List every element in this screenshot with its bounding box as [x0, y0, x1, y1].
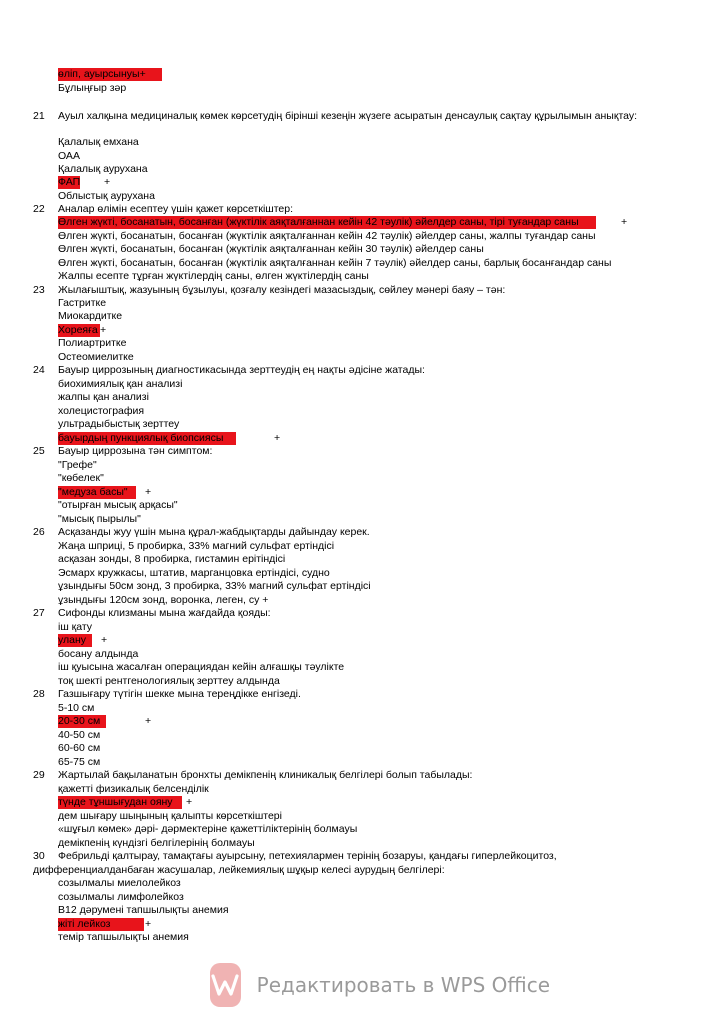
answer-text: "отырған мысық арқасы" [58, 499, 178, 511]
answer-text: ұзындығы 120см зонд, воронка, леген, су + [58, 594, 269, 606]
answer-text: іш қату [58, 621, 93, 633]
answer-text: Қалалық емхана [58, 136, 139, 148]
question-text: Ауыл халқына медициналық көмек көрсетудің бірінші кезеңін жүзеге асыратын денсаулық сақтау құрылымын анықтау: [58, 110, 638, 122]
answer-text: тоқ шекті рентгенологиялық зерттеу алдында [58, 675, 280, 687]
question-text: Жылағыштық, жазуының бұзылуы, қозғалу кезіндегі мазасыздық, сөйлеу мәнері баяу – тән: [58, 284, 506, 296]
answer-text: Гастритке [58, 297, 107, 309]
answer-text: Остеомиелитке [58, 351, 134, 363]
answer-text: "көбелек" [58, 472, 104, 484]
answer-text: Қалалық аурухана [58, 163, 148, 175]
question-text: Бауыр циррозына тән симптом: [58, 445, 213, 457]
question-number: 28 [33, 688, 45, 700]
correct-answer-text: улану [58, 634, 92, 647]
answer-text: іш қуысына жасалған операциядан кейін алғашқы тәулікте [58, 661, 345, 673]
answer-text: Эсмарх кружкасы, штатив, марганцовка ертіндісі, судно [58, 567, 330, 579]
correct-answer-text: өліп, ауырсынуы+ [58, 68, 162, 81]
question-number: 23 [33, 284, 45, 296]
answer-text: Жаңа шприці, 5 пробирка, 33% магний сульфат ертіндісі [58, 540, 335, 552]
question-text: Асқазанды жуу үшін мына құрал-жабдықтарды дайындау керек. [58, 526, 370, 538]
correct-mark: + [145, 486, 152, 498]
correct-answer-text: "медуза басы" [58, 486, 136, 499]
question-number: 29 [33, 769, 45, 781]
question-number: 27 [33, 607, 45, 619]
correct-mark: + [145, 918, 152, 930]
correct-mark: + [274, 432, 281, 444]
answer-text: Полиартритке [58, 337, 127, 349]
question-text: Жартылай бақыланатын бронхты демікпенің клиникалық белгілері болып табылады: [58, 769, 473, 781]
correct-answer-text: бауырдың пункциялық биопсиясы [58, 432, 236, 445]
correct-answer-text: жіті лейкоз [58, 918, 144, 931]
question-number: 21 [33, 110, 45, 122]
answer-text: 65-75 см [58, 756, 101, 768]
answer-text: жалпы қан анализі [58, 391, 149, 403]
answer-text: асқазан зонды, 8 пробирка, гистамин ерітіндісі [58, 553, 286, 565]
question-number: 30 [33, 850, 45, 862]
answer-text: Өлген жүкті, босанатын, босанған (жүктілік аяқталғаннан кейін 42 тәулік) әйелдер саны, жалпы туғандар саны [58, 230, 596, 242]
correct-mark: + [101, 634, 108, 646]
answer-text: "Грефе" [58, 459, 97, 471]
question-text: Сифонды клизманы мына жағдайда қояды: [58, 607, 271, 619]
question-number: 26 [33, 526, 45, 538]
answer-text: Миокардитке [58, 310, 123, 322]
answer-text: дем шығару шыңының қалыпты көрсеткіштері [58, 810, 282, 822]
answer-text: дифференциалданбаған жасушалар, лейкемиялық шұқыр келесі аурудың белгілері: [33, 864, 445, 876]
question-text: Фебрильді қалтырау, тамақтағы ауырсыну, петехиялармен терінің бозаруы, қандағы гиперлейкоцитоз, [58, 850, 557, 862]
answer-text: Жалпы есепте тұрған жүктілердің саны, өлген жүктілердің саны [58, 270, 369, 282]
question-text: Бауыр циррозының диагностикасында зерттеудің ең нақты әдісіне жатады: [58, 364, 425, 376]
question-number: 22 [33, 203, 45, 215]
wps-edit-banner[interactable] [210, 962, 550, 1008]
question-number: 24 [33, 364, 45, 376]
answer-text: ұзындығы 50см зонд, 3 пробирка, 33% магний сульфат ертіндісі [58, 580, 371, 592]
correct-mark: + [145, 715, 152, 727]
answer-text: Облыстық аурухана [58, 190, 155, 202]
correct-answer-text: Өлген жүкті, босанатын, босанған (жүктілік аяқталғаннан кейін 42 тәулік) әйелдер саны, тірі туғандар саны [58, 216, 596, 229]
correct-mark: + [104, 176, 111, 188]
answer-text: темір тапшылықты анемия [58, 931, 189, 943]
answer-text: "мысық пырылы" [58, 513, 141, 525]
correct-answer-text: ФАП [58, 176, 81, 188]
question-text: Газшығару түтігін шекке мына тереңдікке енгізеді. [58, 688, 301, 700]
answer-text: ультрадыбыстық зерттеу [58, 418, 180, 430]
answer-text: Өлген жүкті, босанатын, босанған (жүктілік аяқталғаннан кейін 7 тәулік) әйелдер саны, барлық босанғандар саны [58, 257, 612, 269]
answer-text: холецистография [58, 405, 145, 417]
answer-text: ОАА [58, 150, 80, 162]
answer-text: Бұлыңғыр зәр [58, 82, 127, 94]
answer-text: 40-50 см [58, 729, 101, 741]
correct-answer-text: түнде тұншығудан ояну [58, 796, 182, 809]
correct-mark: + [186, 796, 193, 808]
answer-text: 5-10 см [58, 702, 95, 714]
answer-text: қажетті физикалық белсенділік [58, 783, 209, 795]
wps-logo-icon [210, 963, 241, 1007]
question-text: Аналар өлімін есептеу үшін қажет көрсеткіштер: [58, 203, 293, 215]
answer-text: созылмалы лимфолейкоз [58, 891, 184, 903]
answer-text: Өлген жүкті, босанатын, босанған (жүктілік аяқталғаннан кейін 30 тәулік) әйелдер саны [58, 243, 484, 255]
answer-text: демікпенің күндізгі белгілерінің болмауы [58, 837, 255, 849]
correct-answer-text: Хореяға [58, 324, 100, 337]
correct-mark: + [100, 324, 107, 336]
answer-text: В12 дәрумені тапшылықты анемия [58, 904, 229, 916]
question-number: 25 [33, 445, 45, 457]
answer-text: биохимиялық қан анализі [58, 378, 183, 390]
answer-text: созылмалы миелолейкоз [58, 877, 181, 889]
answer-text: 60-60 см [58, 742, 101, 754]
answer-text: «шұғыл көмек» дәрі- дәрмектеріне қажеттіліктерінің болмауы [58, 823, 358, 835]
wps-edit-label: Редактировать в WPS Office [256, 973, 550, 997]
answer-text: босану алдында [58, 648, 139, 660]
correct-answer-text: 20-30 см [58, 715, 106, 728]
correct-mark: + [621, 216, 628, 228]
